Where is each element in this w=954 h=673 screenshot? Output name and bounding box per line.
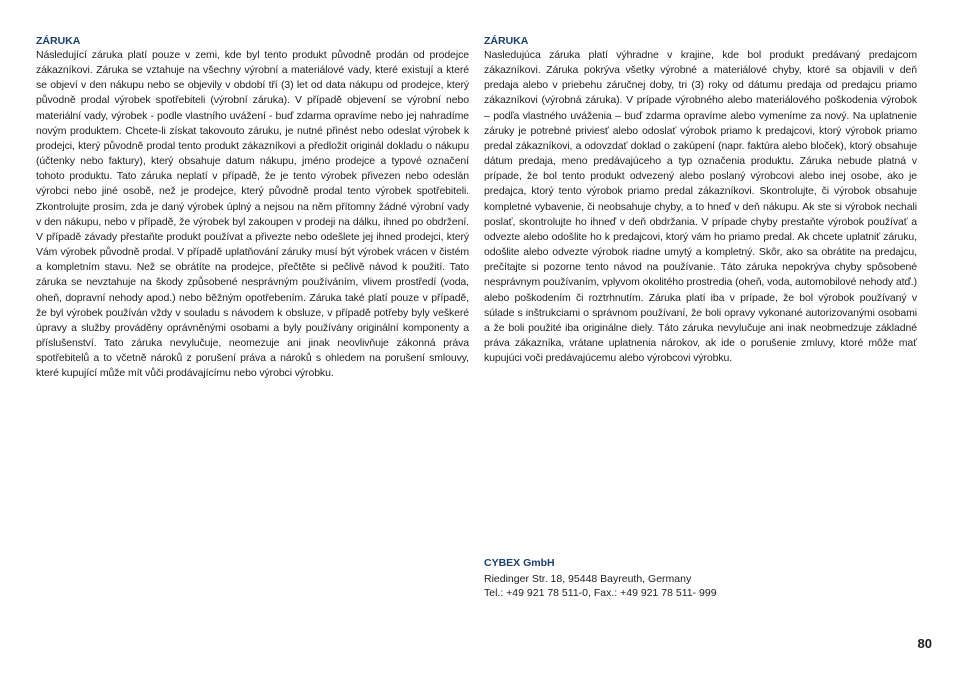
- company-info: [484, 556, 917, 601]
- warranty-text: Nasledujúca záruka platí výhradne v krajine, kde bol produkt predávaný predajcom zákazníkovi. Záruka pokrýva všetky výrobné a materiálové chyby, ktoré sa objavili v deň predaja alebo v priebehu záručnej doby, tri (3) roky od dátumu predaja od predajcu priamo zákazníkovi (výrobná záruka). V prípade výrobného alebo materiálového poškodenia výrobok – podľa vlastného uváženia – buď zdarma opravíme alebo vymeníme za nový. Na uplatnenie záruky je potrebné priviesť alebo odoslať výrobok priamo k predajcovi, ktorý výrobok priamo predal zákazníkovi, a odovzdať doklad o zakúpení (napr. faktúra alebo bloček), ktorý obsahuje dátum predaja, meno predávajúceho a typ označenia produktu. Záruka nebude platná v prípade, že bol tento produkt odvezený alebo poslaný výrobcovi alebo inej osobe, ako je predajca, ktorý tento výrobok priamo predal zákazníkovi. Skontrolujte, či výrobok obsahuje kompletné vybavenie, či neobsahuje chyby, a to hneď v deň nákupu. Ak ste si výrobok nechali poslať, skontrolujte ho ihneď v deň obdržania. V prípade chyby prestaňte výrobok používať a odvezte alebo odošlite ho k predajcovi, ktorý vám ho priamo predal. Ak chcete uplatniť záruku, odošlite alebo odvezte výrobok riadne umytý a kompletný. Skôr, ako sa obrátite na predajcu, prečítajte si pozorne tento návod na používanie. Táto záruka nepokrýva chyby spôsobené nesprávnym používaním, vplyvom okolitého prostredia (oheň, voda, automobilové nehody atď.) alebo poškodením či roztrhnutím. Záruka platí iba v prípade, že bol výrobok používaný v súlade s inštrukciami o správnom používaní, že boli opravy vykonané autorizovanými osobami a že boli použité iba originálne diely. Táto záruka nevylučuje ani inak neobmedzuje základné práva zákazníka, vrátane uplatnenia nárokov, ak ide o porušenie zmluvy, ktoré môže mať kupujúci voči predávajúcemu alebo výrobcovi výrobku.: [484, 49, 917, 365]
- warranty-section-slovak: [484, 34, 917, 366]
- warranty-text: Následující záruka platí pouze v zemi, kde byl tento produkt původně prodán od prodejce zákazníkovi. Záruka se vztahuje na všechny výrobní a materiálové vady, které existují a které se objeví v den nákupu nebo se objevily v období tří (3) let od data nákupu od prodejce, který původně prodal výrobek spotřebiteli (výrobní záruka). V případě objevení se výrobní nebo materiální vady, výrobek - podle vlastního uvážení - buď zdarma opravíme nebo jej nahradíme novým produktem. Chcete-li získat takovouto záruku, je nutné přinést nebo odeslat výrobek k prodejci, který původně prodal tento produkt zákazníkovi a předložit originál dokladu o nákupu (účtenky nebo faktury), který obsahuje datum nákupu, jméno prodejce a typové označení tohoto produktu. Tato záruka neplatí v případě, že je tento výrobek přivezen nebo odeslán výrobci nebo jiné osobě, než je prodejce, který původně prodal tento výrobek spotřebiteli. Zkontrolujte prosím, zda je daný výrobek úplný a nejsou na něm přítomny žádné výrobní vady v den nákupu, nebo v případě, že výrobek byl zakoupen v prodeji na dálku, ihned po obdržení. V případě závady přestaňte produkt používat a přivezte nebo odešlete jej ihned prodejci, který Vám výrobek původně prodal. V případě uplatňování záruky musí být výrobek vrácen v čistém a kompletním stavu. Než se obrátíte na prodejce, přečtěte si pečlivě návod k použití. Tato záruka se nevztahuje na škody způsobené nesprávným používáním, vlivem prostředí (voda, oheň, dopravní nehody apod.) nebo běžným opotřebením. Záruka také platí pouze v případě, že byl výrobek používán vždy v souladu s návodem k obsluze, v případě potřeby byly veškeré úpravy a služby prováděny oprávněnými osobami a byly používány originální komponenty a příslušenství. Tato záruka nevylučuje, neomezuje ani jinak neovlivňuje zákonná práva spotřebitelů a to včetně nároků z porušení práva a nároků s ohledem na porušení smlouvy, které kupující může mít vůči prodávajícímu nebo výrobci výrobku.: [36, 49, 469, 380]
- company-contact: Tel.: +49 921 78 511-0, Fax.: +49 921 78 511- 999: [484, 587, 717, 599]
- section-heading: ZÁRUKA: [484, 35, 529, 47]
- page-number: 80: [917, 636, 932, 651]
- section-heading: ZÁRUKA: [36, 35, 81, 47]
- company-address: Riedinger Str. 18, 95448 Bayreuth, Germany: [484, 572, 692, 585]
- company-name: CYBEX GmbH: [484, 557, 555, 569]
- warranty-section-czech: [36, 34, 469, 381]
